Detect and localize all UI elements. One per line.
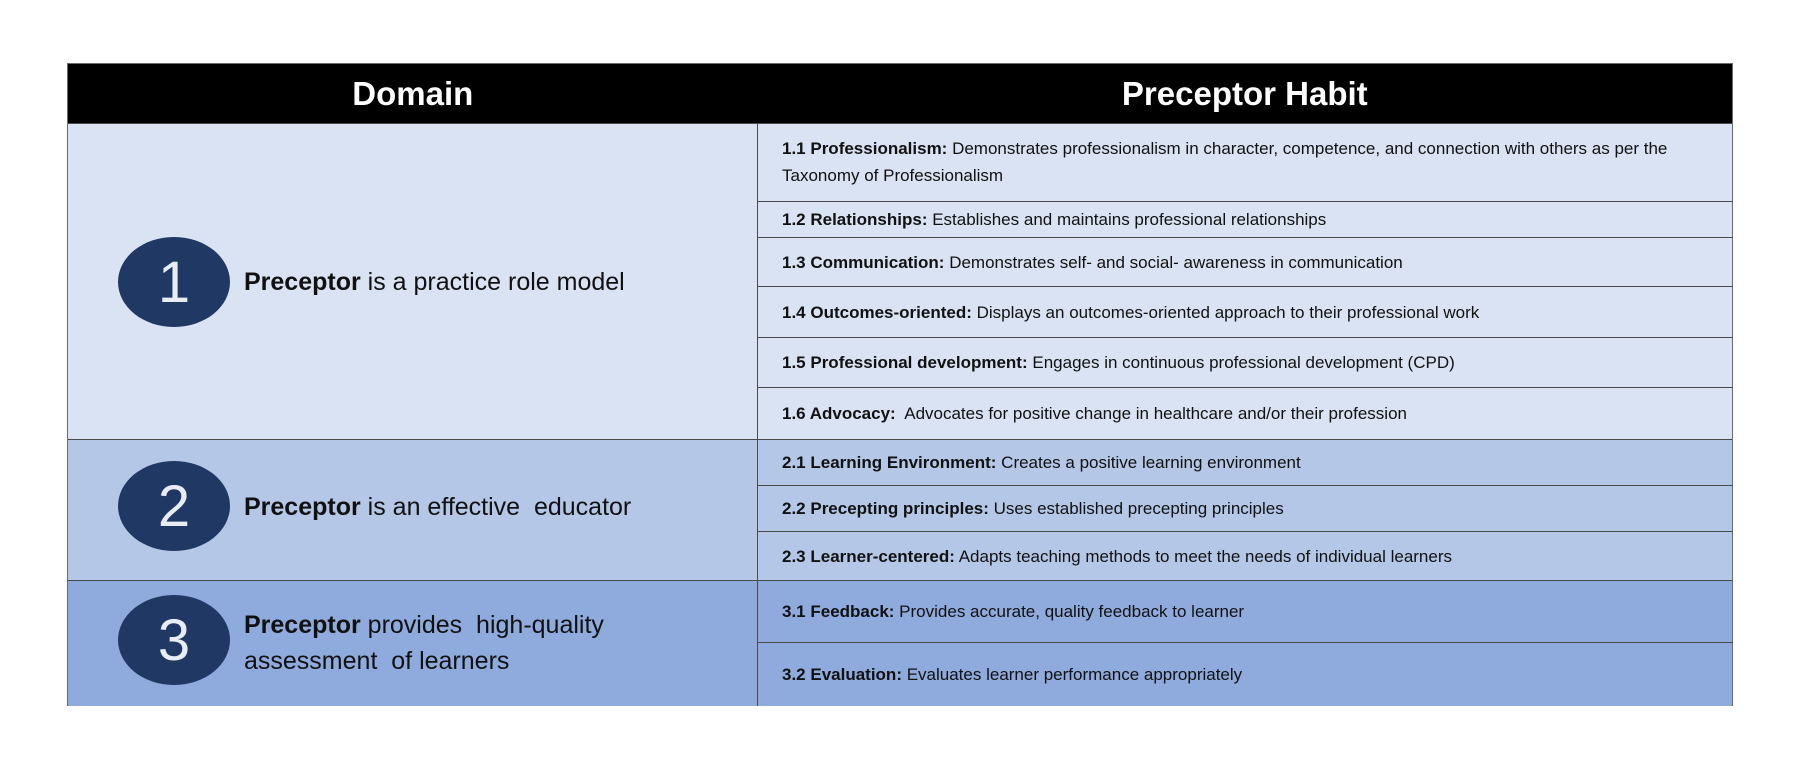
habit-row (758, 581, 1733, 643)
habit-row (758, 124, 1733, 202)
domain-description-line1: is an effective educator (360, 493, 632, 521)
domain-cell-3 (68, 581, 758, 706)
habit-row (758, 338, 1733, 388)
table-header (68, 64, 1732, 123)
habit-text: Uses established precepting principles (988, 499, 1284, 518)
habit-text: Demonstrates professionalism in character, competence, and connection with others as per the Taxonomy of Professionalism (782, 139, 1672, 186)
domain-description (244, 607, 724, 679)
habit-row (758, 643, 1733, 706)
header-domain: Domain (352, 74, 474, 112)
habit-label: 2.3 Learner-centered: (782, 546, 955, 566)
habit-label: 3.1 Feedback: (782, 602, 895, 621)
domain-description-line1: is a practice role model (360, 268, 625, 296)
domain-subject: Preceptor (244, 268, 361, 296)
domain-cell-1 (68, 124, 758, 439)
domain-subject: Preceptor (244, 611, 361, 639)
habit-label: 1.6 Advocacy: (782, 404, 896, 424)
habit-row (758, 238, 1733, 288)
habit-text: Adapts teaching methods to meet the needs of individual learners (954, 546, 1452, 566)
domain-cell-2 (68, 440, 758, 580)
habit-label: 2.2 Precepting principles: (782, 499, 989, 518)
habit-list-1 (758, 124, 1733, 439)
domain-group-1 (68, 123, 1732, 439)
domain-number-badge: 3 (118, 595, 230, 685)
domain-number-badge: 1 (118, 237, 230, 327)
domain-group-3 (68, 580, 1732, 706)
habit-row (758, 440, 1733, 486)
habit-label: 1.2 Relationships: (782, 209, 928, 229)
habit-row (758, 202, 1733, 238)
habit-label: 3.2 Evaluation: (782, 665, 902, 684)
habit-text: Creates a positive learning environment (996, 453, 1301, 472)
habit-text: Provides accurate, quality feedback to learner (894, 602, 1245, 621)
habit-text: Establishes and maintains professional relationships (927, 209, 1327, 229)
habit-list-2 (758, 440, 1733, 580)
header-preceptor-habit: Preceptor Habit (1121, 74, 1368, 112)
habit-row (758, 287, 1733, 338)
habit-text: Displays an outcomes-oriented approach to their professional work (971, 302, 1480, 322)
habit-row (758, 486, 1733, 532)
habit-text: Advocates for positive change in healthcare and/or their profession (895, 404, 1407, 424)
habit-row (758, 388, 1733, 439)
domain-subject: Preceptor (244, 493, 361, 521)
habit-label: 1.4 Outcomes-oriented: (782, 302, 972, 322)
habit-label: 1.1 Professionalism: (782, 139, 948, 159)
domain-description-line2: assessment of learners (244, 647, 510, 675)
habit-list-3 (758, 581, 1733, 706)
domain-description-line1: provides high-quality (360, 611, 604, 639)
domain-group-2 (68, 439, 1732, 580)
domain-description (244, 264, 724, 300)
habit-label: 2.1 Learning Environment: (782, 453, 997, 472)
habit-text: Engages in continuous professional development (CPD) (1027, 353, 1455, 373)
habit-text: Demonstrates self- and social- awareness in communication (944, 252, 1403, 272)
habit-label: 1.3 Communication: (782, 252, 945, 272)
habit-row (758, 532, 1733, 580)
habit-label: 1.5 Professional development: (782, 353, 1028, 373)
preceptor-habits-table (67, 63, 1733, 706)
domain-number-badge: 2 (118, 461, 230, 551)
domain-description (244, 489, 724, 525)
habit-text: Evaluates learner performance appropriately (901, 665, 1243, 684)
